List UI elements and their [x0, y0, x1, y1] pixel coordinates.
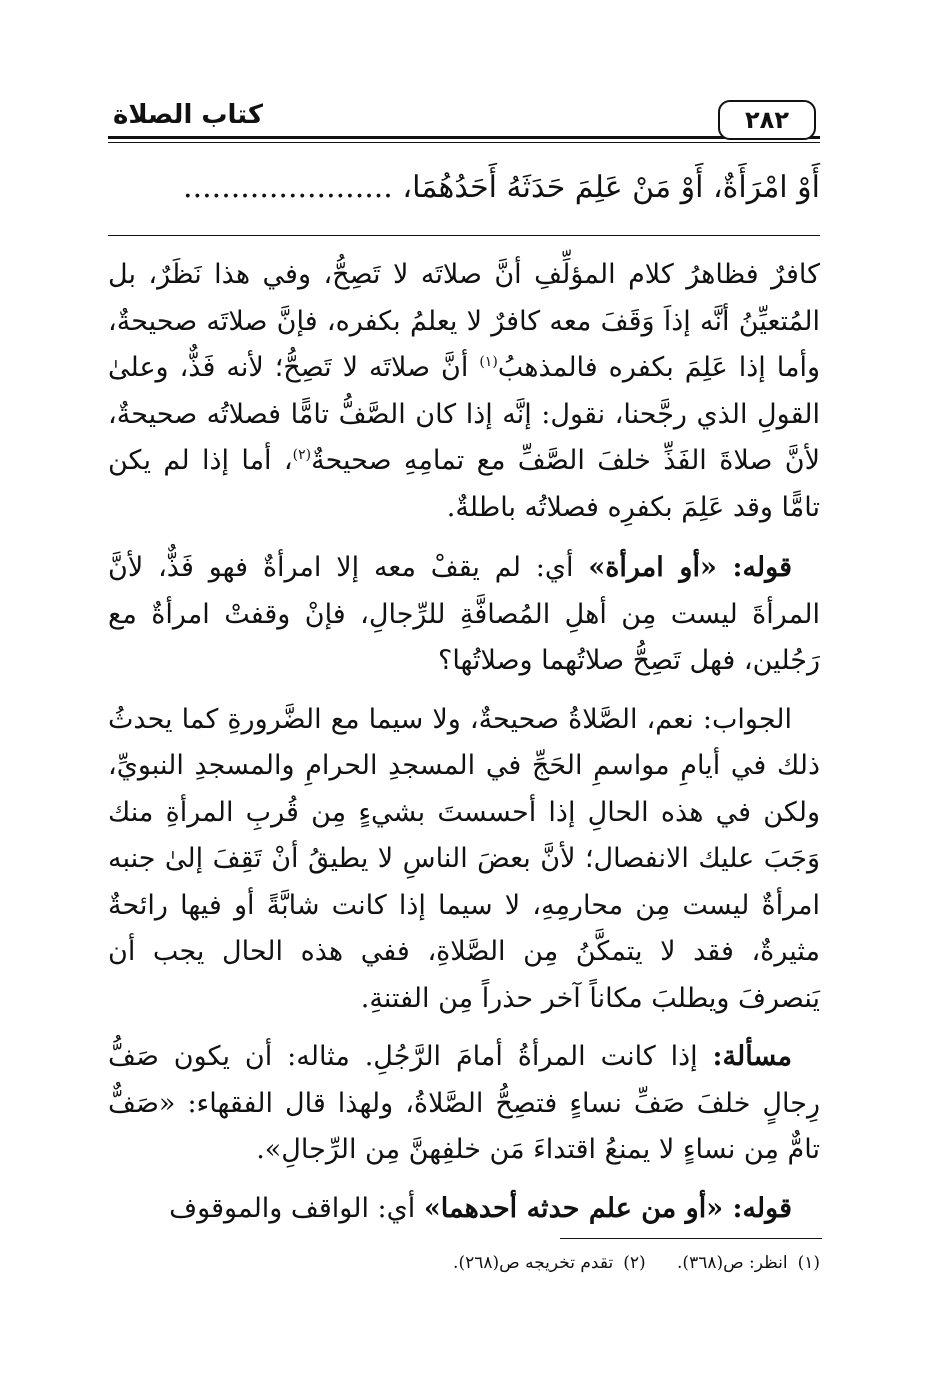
header-rule-thick: [108, 136, 820, 139]
paragraph-2-lead: قوله: «أو امرأة»: [588, 552, 793, 583]
paragraph-2-text: أي: لم يقفْ معه إلا امرأةٌ فهو فَذٌّ، لأنَّ المرأةَ ليست مِن أهلِ المُصافَّةِ للرِّجالِ، فإنْ وقفتْ امرأةٌ مع رَجُلين، فهل تَصِحُّ صلاتُهما وصلاتُها؟: [108, 552, 820, 676]
footnotes: [108, 1248, 820, 1278]
paragraph-5-lead: قوله: «أو من علم حدثه أحدهما»: [423, 1192, 792, 1224]
footnote-2-text: تقدم تخريجه ص(٢٦٨).: [453, 1253, 614, 1273]
matn-line: [120, 166, 820, 210]
chapter-title: كتاب الصلاة: [112, 100, 264, 130]
footnote-rule: [560, 1238, 822, 1239]
matn-text: أَوْ امْرَأَةٌ، أَوْ مَنْ عَلِمَ حَدَثَهُ أَحَدُهُمَا،: [402, 170, 820, 205]
paragraph-2: [108, 545, 820, 685]
paragraph-5: [108, 1186, 820, 1233]
paragraph-1-text-3: ، أما إذا لم يكن تامًّا وقد عَلِمَ بكفرِه فصلاتُه باطلةٌ.: [108, 445, 820, 523]
footnote-2: [453, 1248, 646, 1278]
footnote-1-number: (١): [797, 1253, 820, 1273]
footnote-2-number: (٢): [623, 1253, 646, 1273]
header-rule-thin: [108, 142, 820, 143]
paragraph-5-text: أي: الواقف والموقوف: [169, 1192, 424, 1224]
paragraph-4: [108, 1034, 820, 1174]
paragraph-4-text: إذا كانت المرأةُ أمامَ الرَّجُلِ. مثاله: أن يكون صَفُّ رِجالٍ خلفَ صَفِّ نساءٍ فتصِحُّ الصَّلاةُ، ولهذا قال الفقهاء: «صَفٌّ تامٌّ مِن نساءٍ لا يمنعُ اقتداءَ مَن خلفِهنَّ مِن الرِّجالِ».: [108, 1041, 820, 1165]
footnote-1: [677, 1248, 820, 1278]
commentary-body: [108, 252, 820, 1244]
footnote-ref-2[interactable]: (٢): [292, 447, 312, 463]
paragraph-1-text: كافرٌ فظاهرُ كلام المؤلِّفِ أنَّ صلاتَه لا تَصِحُّ، وفي هذا نَظَرٌ، بل المُتعيِّنُ أنَّه إذاَ وَقَفَ معه كافرٌ لا يعلمُ بكفره، فإنَّ صلاتَه صحيحةٌ، وأما إذا عَلِمَ بكفره فالمذهبُ: [108, 259, 821, 383]
page-number: ٢٨٢: [718, 100, 816, 140]
footnote-ref-1[interactable]: (١): [479, 354, 498, 370]
paragraph-1-text-2: أنَّ صلاتَه لا تَصِحُّ؛ لأنه فَذٌّ، وعلىٰ القولِ الذي رجَّحنا، نقول: إنَّه إذا كان الصَّفُّ تامًّا فصلاتُه صحيحةٌ، لأنَّ صلاةَ الفَذِّ خلفَ الصَّفِّ مع تمامِهِ صحيحةٌ: [108, 352, 820, 476]
page-header: [108, 96, 820, 156]
footnote-1-text: انظر: ص(٣٦٨).: [677, 1253, 788, 1273]
paragraph-3-text: الجواب: نعم، الصَّلاةُ صحيحةٌ، ولا سيما مع الضَّرورةِ كما يحدثُ ذلك في أيامِ مواسمِ الحَجِّ في المسجدِ الحرامِ والمسجدِ النبويِّ، ولكن في هذه الحالِ إذا أحسستَ بشيءٍ مِن قُربِ المرأةِ منك وَجَبَ عليك الانفصال؛ لأنَّ بعضَ الناسِ لا يطيقُ أنْ تَقِفَ إلىٰ جنبه امرأةٌ ليست مِن محارمِهِ، لا سيما إذا كانت شابَّةً أو فيها رائحةٌ مثيرةٌ، فقد لا يتمكَّنُ مِن الصَّلاةِ، ففي هذه الحال يجب أن يَنصرفَ ويطلبَ مكاناً آخر حذراً مِن الفتنةِ.: [108, 703, 820, 1014]
paragraph-3: [108, 697, 820, 1023]
paragraph-4-lead: مسألة:: [712, 1041, 792, 1072]
matn-dots: ......................: [183, 170, 393, 205]
paragraph-1: [108, 252, 820, 531]
matn-divider: [108, 235, 820, 236]
